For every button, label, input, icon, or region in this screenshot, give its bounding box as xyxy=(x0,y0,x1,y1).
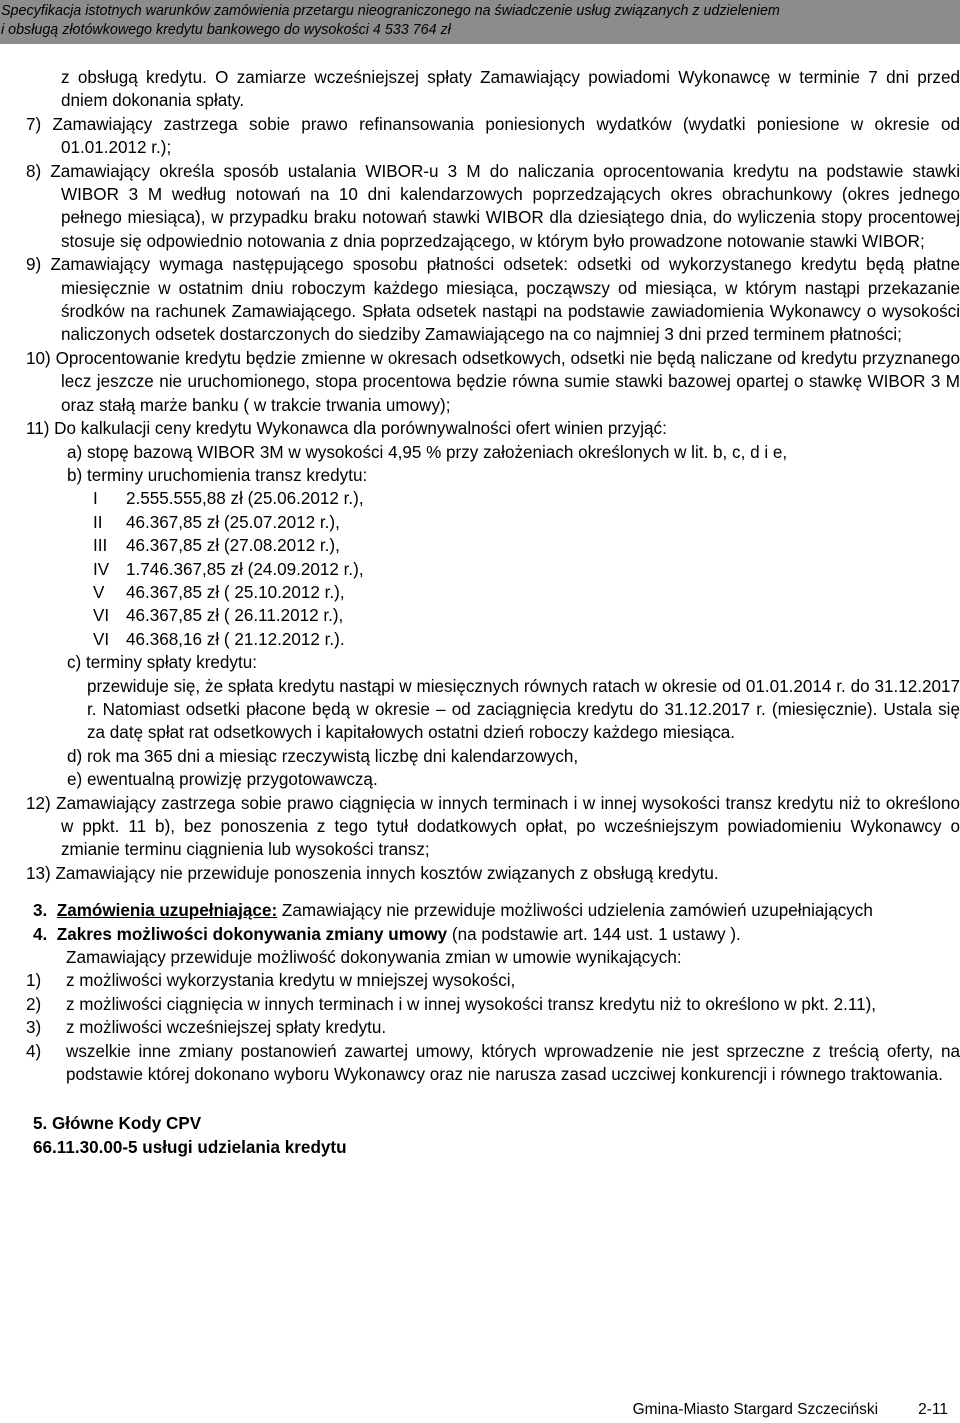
item-text: wszelkie inne zmiany postanowień zawartej umowy, których wprowadzenie nie jest sprzeczne z treścią oferty, na podstawie której dokonano wyboru Wykonawcy oraz nie narusza zasad uczciwej konkurencji i równego traktowania. xyxy=(66,1041,960,1085)
tranche-number: I xyxy=(93,489,98,509)
point-11: 11) Do kalkulacji ceny kredytu Wykonawca dla porównywalności ofert winien przyjąć: xyxy=(26,419,667,439)
tranche-value: 46.367,85 zł ( 25.10.2012 r.), xyxy=(126,582,345,602)
tranche-value: 46.368,16 zł ( 21.12.2012 r.). xyxy=(126,629,345,649)
point-12: 12) Zamawiający zastrzega sobie prawo ciągnięcia w innych terminach i w innej wysokości transz kredytu niż to określono w ppkt. 11 b), bez ponoszenia z tego tytuł dodatkowych opłat, po wcześniejszym powiadomieniu Wykonawcy o zmianie terminu ciągnienia lub wysokości transz; xyxy=(26,793,960,860)
cpv-code: 66.11.30.00-5 usługi udzielania kredytu xyxy=(33,1137,347,1157)
header-line-1: Specyfikacja istotnych warunków zamówienia przetargu nieograniczonego na świadczenie usług związanych z udzieleniem xyxy=(1,3,780,19)
page-footer xyxy=(0,1401,948,1419)
tranche-number: V xyxy=(93,582,105,602)
section-3-title: Zamówienia uzupełniające: xyxy=(56,901,278,921)
section-4-item xyxy=(26,1040,960,1087)
section-4-number: 4. xyxy=(33,924,48,944)
point-13: 13) Zamawiający nie przewiduje ponoszenia innych kosztów związanych z obsługą kredytu. xyxy=(26,863,719,883)
point-8: 8) Zamawiający określa sposób ustalania WIBOR-u 3 M do naliczania oprocentowania kredytu na podstawie stawki WIBOR 3 M według notowań na 10 dni kalendarzowych poprzedzających okres obrachunkowy (okres jednego pełnego miesiąca), w przypadku braku notowań stawki WIBOR dla dziesiątego dnia, do wyliczenia stopy procentowej stosuje się odpowiednio notowania z dnia poprzedzającego, w którym było prowadzone notowanie stawki WIBOR; xyxy=(26,161,960,251)
section-4-intro: Zamawiający przewiduje możliwość dokonywania zmian w umowie wynikających: xyxy=(66,948,682,968)
point-11a: a) stopę bazową WIBOR 3M w wysokości 4,95 % przy założeniach określonych w lit. b, c, d i e, xyxy=(67,442,788,462)
section-4-title-rest: (na podstawie art. 144 ust. 1 ustawy ). xyxy=(447,924,741,944)
tranche-row xyxy=(26,628,960,651)
point-11b: b) terminy uruchomienia transz kredytu: xyxy=(67,465,368,485)
tranche-row xyxy=(26,487,960,510)
tranche-row xyxy=(26,511,960,534)
item-number: 1) xyxy=(26,971,42,991)
tranche-number: II xyxy=(93,512,103,532)
item-text: z możliwości ciągnięcia w innych terminach i w innej wysokości transz kredytu niż to określono w pkt. 2.11), xyxy=(66,994,877,1014)
section-3 xyxy=(26,899,960,922)
document-header xyxy=(0,0,960,44)
point-11c: c) terminy spłaty kredytu: xyxy=(67,653,257,673)
tranche-row xyxy=(26,558,960,581)
tranche-number: VI xyxy=(93,629,110,649)
tranche-number: IV xyxy=(93,559,110,579)
tranche-number: III xyxy=(93,536,108,556)
section-4-title: Zakres możliwości dokonywania zmiany umowy xyxy=(56,924,448,944)
tranche-value: 46.367,85 zł (27.08.2012 r.), xyxy=(126,536,340,556)
section-4-item xyxy=(26,993,960,1016)
tranche-number: VI xyxy=(93,606,110,626)
item-text: z możliwości wykorzystania kredytu w mniejszej wysokości, xyxy=(66,971,516,991)
point-11d: d) rok ma 365 dni a miesiąc rzeczywistą liczbę dni kalendarzowych, xyxy=(67,746,579,766)
tranche-value: 46.367,85 zł ( 26.11.2012 r.), xyxy=(126,606,344,626)
item-number: 2) xyxy=(26,994,42,1014)
section-3-number: 3. xyxy=(33,901,48,921)
item-text: z możliwości wcześniejszej spłaty kredytu. xyxy=(66,1018,387,1038)
header-line-2: i obsługą złotówkowego kredytu bankowego do wysokości 4 533 764 zł xyxy=(1,22,451,38)
point-9: 9) Zamawiający wymaga następującego sposobu płatności odsetek: odsetki od wykorzystanego kredytu będą płatne miesięcznie w ostatnim dniu roboczym każdego miesiąca, począwszy od miesiąca, w którym nastąpi przekazanie środków na rachunek Zamawiającego. Spłata odsetek nastąpi na podstawie zawiadomienia Wykonawcy o wysokości naliczonych odsetek dostarczonych do siedziby Zamawiającego na co najmniej 3 dni przed terminem płatności; xyxy=(26,255,960,345)
item-number: 4) xyxy=(26,1041,42,1061)
section-4-item xyxy=(26,969,960,992)
paragraph-continuation: z obsługą kredytu. O zamiarze wcześniejszej spłaty Zamawiający powiadomi Wykonawcę w terminie 7 dni przed dniem dokonania spłaty. xyxy=(61,68,960,111)
tranche-row xyxy=(26,604,960,627)
point-11e: e) ewentualną prowizję przygotowawczą. xyxy=(67,770,378,790)
footer-organization: Gmina-Miasto Stargard Szczeciński xyxy=(632,1401,879,1418)
page-number: 2-11 xyxy=(918,1401,948,1418)
point-7: 7) Zamawiający zastrzega sobie prawo refinansowania poniesionych wydatków (wydatki poniesione w okresie od 01.01.2012 r.); xyxy=(26,114,960,158)
section-4 xyxy=(26,923,960,946)
point-10: 10) Oprocentowanie kredytu będzie zmienne w okresach odsetkowych, odsetki nie będą naliczane od kredytu przyznanego lecz jeszcze nie uruchomionego, stopa procentowa będzie równa sumie stawki bazowej opartej o stawkę WIBOR 3 M oraz stałą marże banku ( w trakcie trwania umowy); xyxy=(26,348,960,415)
tranche-value: 46.367,85 zł (25.07.2012 r.), xyxy=(126,512,340,532)
section-3-text: Zamawiający nie przewiduje możliwości udzielenia zamówień uzupełniających xyxy=(277,901,873,921)
document-body xyxy=(26,66,960,1159)
tranche-value: 1.746.367,85 zł (24.09.2012 r.), xyxy=(126,559,364,579)
tranche-row xyxy=(26,581,960,604)
section-5-title: 5. Główne Kody CPV xyxy=(33,1114,202,1134)
tranche-value: 2.555.555,88 zł (25.06.2012 r.), xyxy=(126,489,364,509)
point-11c-text: przewiduje się, że spłata kredytu nastąpi w miesięcznych równych ratach w okresie od 01.01.2014 r. do 31.12.2017 r. Natomiast odsetki płacone będą w okresie – od zaciągnięcia kredytu do 31.12.2017 r. (miesięcznie). Ustala się za datę spłat rat odsetkowych i kapitałowych ostatni dzień roboczy każdego miesiąca. xyxy=(87,676,960,743)
item-number: 3) xyxy=(26,1018,42,1038)
section-4-item xyxy=(26,1016,960,1039)
tranche-row xyxy=(26,534,960,557)
